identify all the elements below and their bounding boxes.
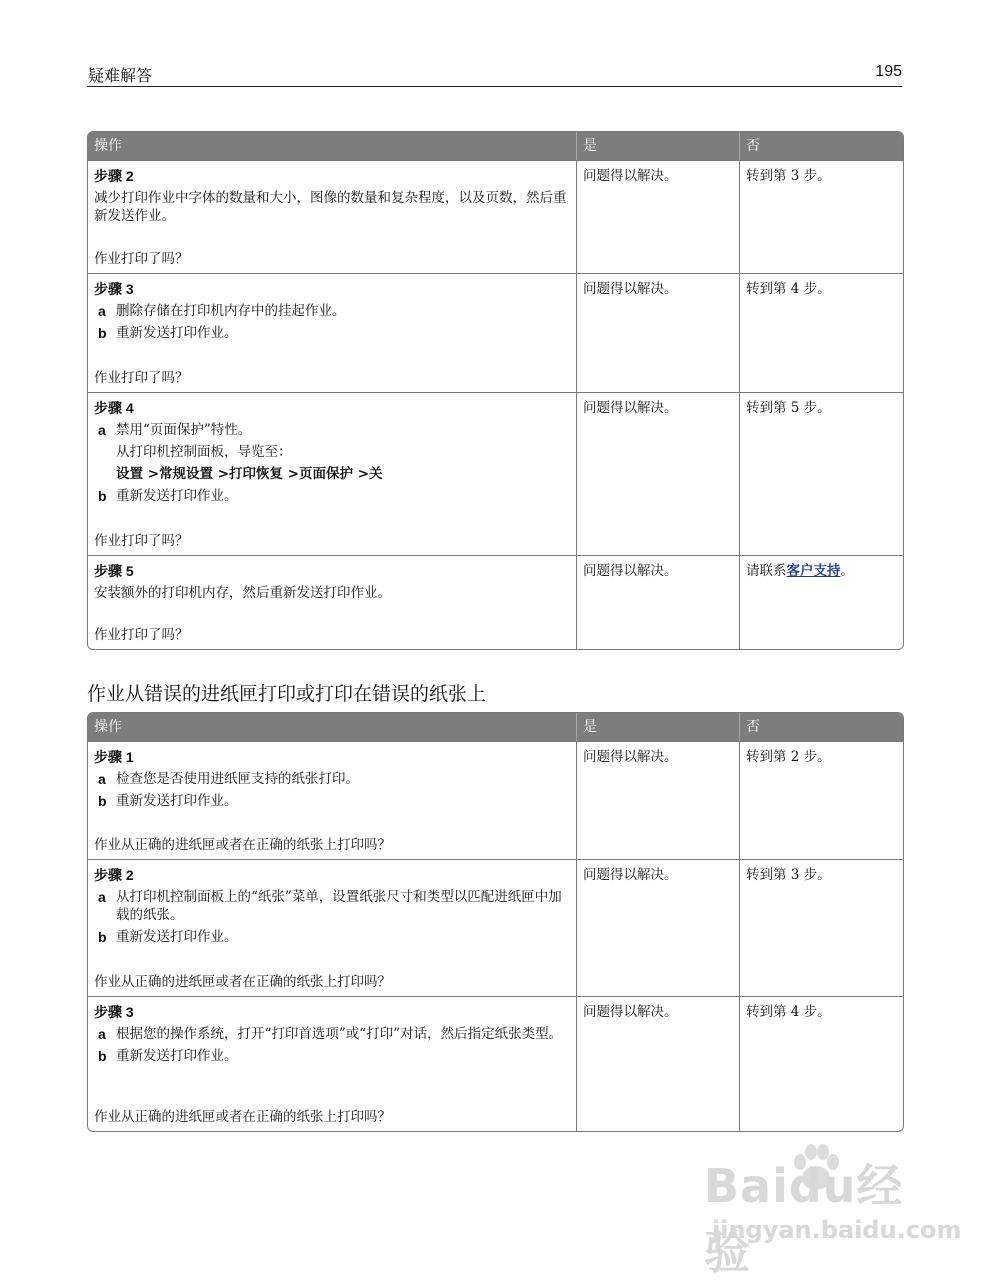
step-label: 步骤 3 [94, 281, 134, 297]
item-label: a [98, 1026, 106, 1042]
table-row [88, 741, 903, 859]
step-text: 减少打印作业中字体的数量和大小，图像的数量和复杂程度，以及页数，然后重新发送作业。 [94, 190, 567, 224]
no-cell: 转到第 3 步。 [746, 867, 831, 883]
menu-path: 设置 >常规设置 >打印恢复 >页面保护 >关 [116, 466, 383, 482]
troubleshoot-table-1 [87, 131, 904, 650]
page-header [87, 62, 902, 87]
item-subtext: 从打印机控制面板，导览至： [116, 444, 292, 460]
no-cell [740, 556, 901, 649]
no-cell: 转到第 4 步。 [746, 1004, 831, 1020]
item-label: a [98, 889, 106, 905]
action-cell [88, 393, 577, 555]
item-label: b [98, 929, 107, 945]
item-label: b [98, 488, 107, 504]
action-cell [88, 860, 577, 996]
item-text: 重新发送打印作业。 [116, 929, 238, 945]
yes-cell: 问题得以解决。 [577, 860, 740, 996]
section-title: 作业从错误的进纸匣打印或打印在错误的纸张上 [87, 683, 487, 705]
item-label: a [98, 303, 106, 319]
list-item [94, 421, 570, 483]
item-text: 重新发送打印作业。 [116, 488, 238, 504]
step-question: 作业从正确的进纸匣或者在正确的纸张上打印吗？ [94, 974, 391, 990]
step-question: 作业打印了吗？ [94, 251, 189, 267]
baidu-watermark [690, 1132, 962, 1279]
step-text: 安装额外的打印机内存，然后重新发送打印作业。 [94, 585, 391, 601]
action-cell [88, 742, 577, 859]
item-text: 从打印机控制面板上的“纸张”菜单，设置纸张尺寸和类型以匹配进纸匣中加载的纸张。 [116, 889, 562, 923]
table-row [88, 160, 903, 273]
table-row [88, 996, 903, 1131]
step-label: 步骤 4 [94, 400, 134, 416]
watermark-main-text: Baidu经验 [704, 1159, 904, 1279]
header-yes: 是 [577, 713, 740, 741]
action-cell [88, 161, 577, 273]
step-question: 作业打印了吗？ [94, 533, 189, 549]
header-yes: 是 [577, 132, 740, 160]
list-item [94, 888, 570, 924]
header-title: 疑难解答 [88, 66, 153, 85]
list-item [94, 324, 570, 342]
no-cell: 转到第 5 步。 [746, 400, 831, 416]
header-no: 否 [746, 138, 760, 154]
list-item [94, 302, 570, 320]
step-label: 步骤 3 [94, 1004, 134, 1020]
watermark-sub-text: jingyan.baidu.com [712, 1216, 962, 1244]
no-cell: 转到第 2 步。 [746, 749, 831, 765]
action-cell [88, 556, 577, 649]
item-label: b [98, 793, 107, 809]
list-item [94, 792, 570, 810]
yes-cell: 问题得以解决。 [577, 161, 740, 273]
table-row [88, 392, 903, 555]
step-label: 步骤 2 [94, 168, 134, 184]
item-text: 根据您的操作系统，打开“打印首选项”或“打印”对话，然后指定纸张类型。 [116, 1026, 563, 1042]
item-text: 删除存储在打印机内存中的挂起作业。 [116, 303, 346, 319]
list-item [94, 487, 570, 505]
step-label: 步骤 1 [94, 749, 134, 765]
no-prefix: 请联系 [746, 563, 787, 579]
header-action: 操作 [88, 132, 577, 160]
step-label: 步骤 5 [94, 563, 134, 579]
item-label: b [98, 1048, 107, 1064]
item-text: 禁用“页面保护”特性。 [116, 422, 252, 438]
step-label: 步骤 2 [94, 867, 134, 883]
yes-cell: 问题得以解决。 [577, 556, 740, 649]
yes-cell: 问题得以解决。 [577, 274, 740, 392]
item-text: 检查您是否使用进纸匣支持的纸张打印。 [116, 771, 359, 787]
yes-cell: 问题得以解决。 [577, 742, 740, 859]
table-header-row [88, 132, 903, 160]
troubleshoot-table-2 [87, 712, 904, 1132]
item-label: b [98, 325, 107, 341]
table-header-row [88, 713, 903, 741]
item-label: a [98, 422, 106, 438]
step-question: 作业从正确的进纸匣或者在正确的纸张上打印吗？ [94, 837, 391, 853]
customer-support-link[interactable]: 客户支持 [786, 563, 841, 579]
table-row [88, 859, 903, 996]
page-number: 195 [875, 63, 902, 80]
list-item [94, 928, 570, 946]
action-cell [88, 274, 577, 392]
item-text: 重新发送打印作业。 [116, 325, 238, 341]
action-cell [88, 997, 577, 1131]
step-question: 作业打印了吗？ [94, 627, 189, 643]
list-item [94, 1025, 570, 1043]
list-item [94, 770, 570, 788]
item-label: a [98, 771, 106, 787]
header-no: 否 [746, 719, 760, 735]
step-question: 作业打印了吗？ [94, 370, 189, 386]
step-question: 作业从正确的进纸匣或者在正确的纸张上打印吗？ [94, 1109, 391, 1125]
table-row [88, 273, 903, 392]
no-cell: 转到第 3 步。 [746, 168, 831, 184]
no-suffix: 。 [840, 563, 854, 579]
table-row [88, 555, 903, 649]
yes-cell: 问题得以解决。 [577, 997, 740, 1131]
no-cell: 转到第 4 步。 [746, 281, 831, 297]
item-text: 重新发送打印作业。 [116, 793, 238, 809]
header-action: 操作 [88, 713, 577, 741]
yes-cell: 问题得以解决。 [577, 393, 740, 555]
list-item [94, 1047, 570, 1065]
item-text: 重新发送打印作业。 [116, 1048, 238, 1064]
